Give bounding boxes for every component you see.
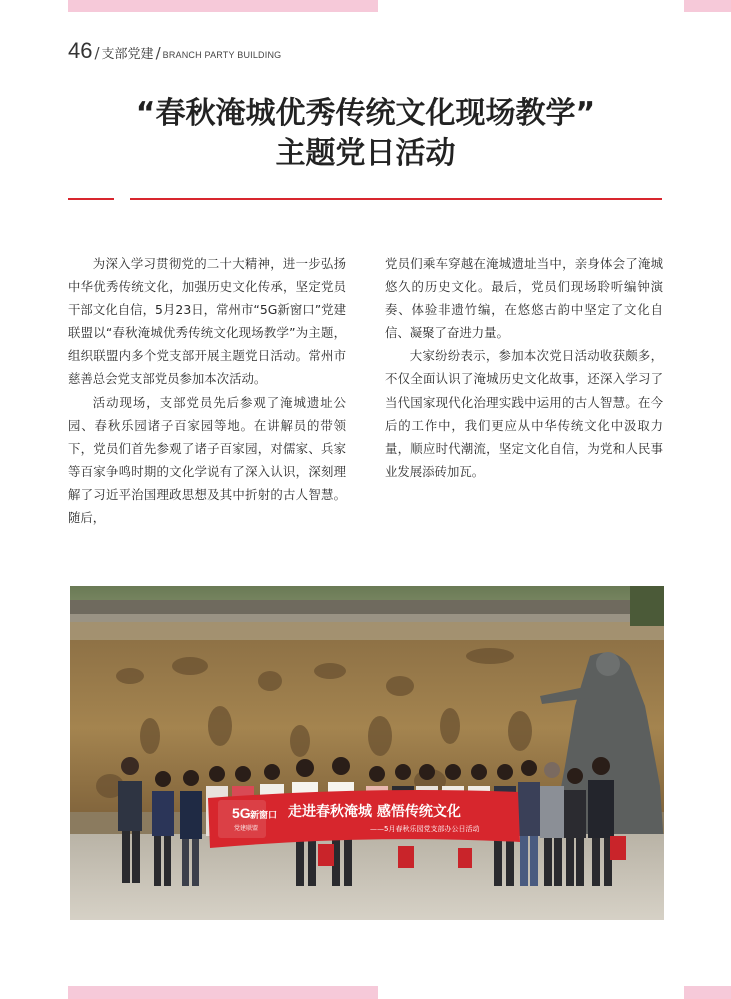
running-header xyxy=(68,38,281,62)
article-title-line1: “春秋淹城优秀传统文化现场教学” xyxy=(135,96,596,131)
title-rule-short xyxy=(68,198,114,200)
paragraph: 大家纷纷表示，参加本次党日活动收获颇多，不仅全面认识了淹城历史文化故事，还深入学习了当代国家现代化治理实践中运用的古人智慧。在今后的工作中，我们更应从中华传统文化中汲取力量，顺应时代潮流，坚定文化自信，为党和人民事业发展添砖加瓦。 xyxy=(385,348,663,479)
section-title-en: BRANCH PARTY BUILDING xyxy=(162,50,282,60)
event-banner xyxy=(208,790,520,848)
article-title-line2: 主题党日活动 xyxy=(275,136,456,171)
page-number: 46 xyxy=(68,38,93,63)
paragraph: 党员们乘车穿越在淹城遗址当中，亲身体会了淹城悠久的历史文化。最后，党员们现场聆听编钟演奏、体验非遗竹编，在悠悠古韵中坚定了文化自信、凝聚了奋进力量。 xyxy=(385,256,663,341)
gift-bag xyxy=(610,836,626,860)
bottom-pink-bar-right xyxy=(684,986,731,999)
top-pink-bar-right xyxy=(684,0,731,12)
gift-bag xyxy=(398,846,414,868)
header-separator-2: / xyxy=(155,44,161,62)
top-pink-bar xyxy=(68,0,378,12)
title-rule-long xyxy=(130,198,662,200)
bottom-pink-bar xyxy=(68,986,378,999)
header-separator: / xyxy=(94,44,100,62)
paragraph: 为深入学习贯彻党的二十大精神，进一步弘扬中华优秀传统文化，加强历史文化传承，坚定党员干部文化自信，5月23日，常州市“5G新窗口”党建联盟以“春秋淹城优秀传统文化现场教学”为主题，组织联盟内多个党支部开展主题党日活动。常州市慈善总会党支部党员参加本次活动。 xyxy=(68,256,346,387)
banner-sub-text: ——5月春秋乐园党支部办公日活动 xyxy=(370,825,480,833)
banner-logo-5g: 5G xyxy=(232,805,251,821)
banner-logo-text: 新窗口 xyxy=(250,811,278,821)
section-title-cn: 支部党建 xyxy=(101,47,154,62)
gift-bag xyxy=(318,844,334,866)
paragraph: 活动现场，支部党员先后参观了淹城遗址公园、春秋乐园诸子百家园等地。在讲解员的带领下，党员们首先参观了诸子百家园，对儒家、兵家等百家争鸣时期的文化学说有了深入认识，深刻理解了习近平治国理政思想及其中折射的古人智慧。随后， xyxy=(68,394,346,526)
gift-bag xyxy=(458,848,472,868)
banner-logo-sub: 党建联盟 xyxy=(234,825,259,832)
group-photo xyxy=(70,586,664,920)
banner-main-text: 走进春秋淹城 感悟传统文化 xyxy=(288,804,461,820)
article-column-left xyxy=(68,252,346,529)
article-column-right xyxy=(385,252,663,483)
